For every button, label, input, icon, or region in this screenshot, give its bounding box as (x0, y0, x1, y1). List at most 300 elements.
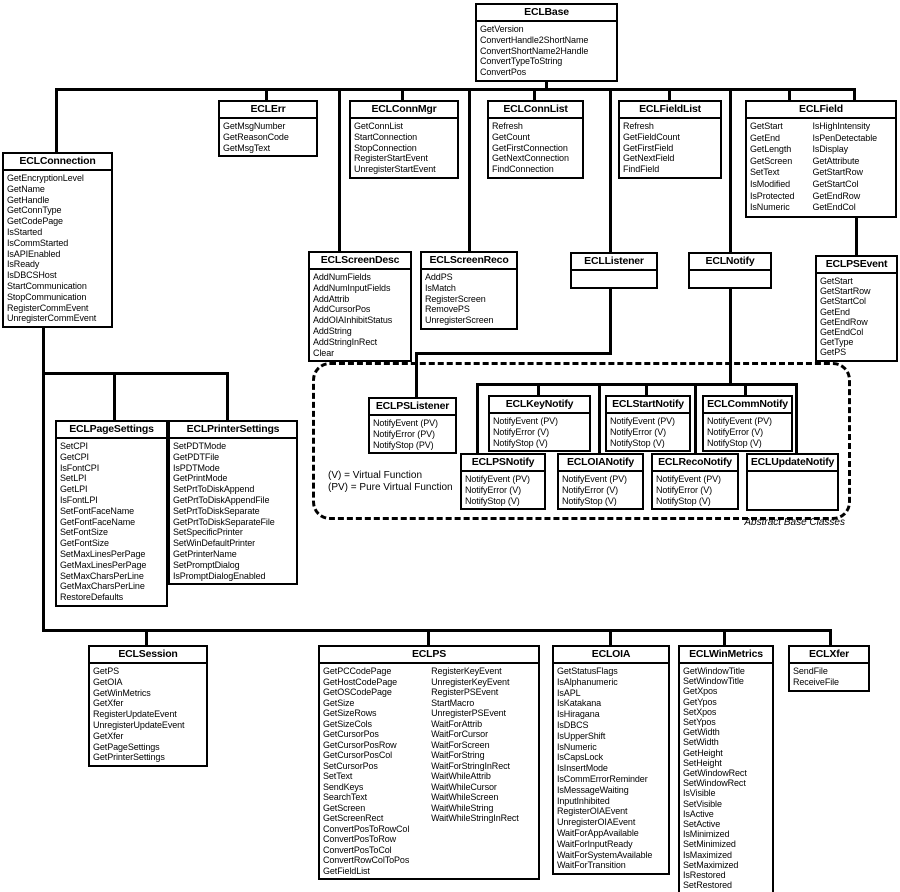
class-title: ECLScreenReco (422, 253, 516, 270)
method-name: RestoreDefaults (60, 592, 124, 603)
method-name: WaitWhileAttrib (431, 771, 491, 781)
method-name: IsDisplay (812, 144, 849, 155)
method-list (351, 119, 457, 177)
method-name: GetNextField (623, 153, 675, 164)
method-name: AddString (313, 325, 352, 336)
method-name: SetLPI (60, 473, 87, 484)
method-name: NotifyEvent (PV) (707, 416, 772, 426)
virtual-function-legend (328, 470, 453, 494)
method-name: IsProtected (750, 190, 795, 201)
method-name: SetFontSize (60, 527, 108, 538)
class-box-ecloia (552, 645, 670, 875)
method-name: GetScreen (750, 155, 793, 166)
class-box-ecloianotify (557, 453, 644, 510)
method-name: UnregisterCommEvent (7, 313, 97, 324)
method-name: UnregisterPSEvent (431, 708, 506, 718)
method-name: GetConnType (7, 205, 62, 216)
class-title: ECLRecoNotify (653, 455, 737, 472)
method-name: SetPromptDialog (173, 559, 240, 570)
method-name: GetWidth (683, 727, 720, 738)
method-name: IsMaximized (683, 849, 732, 860)
method-name: IsVisible (683, 788, 716, 799)
method-list (747, 119, 895, 216)
method-name: GetStartCol (812, 178, 859, 189)
method-list (572, 271, 656, 287)
method-name: AddPS (425, 272, 453, 282)
method-list (489, 119, 582, 177)
method-name: UnregisterKeyEvent (431, 676, 510, 687)
method-name: IsAPL (557, 687, 581, 698)
method-name: GetFirstField (623, 142, 674, 153)
method-name: IsReady (7, 259, 40, 270)
class-box-eclscreenreco (420, 251, 518, 330)
class-box-eclpslistener (368, 397, 457, 454)
method-name: GetAttribute (812, 155, 860, 166)
method-name: NotifyStop (V) (610, 437, 665, 448)
method-name: IsHiragana (557, 709, 600, 720)
class-box-eclreconotify (651, 453, 739, 510)
method-name: GetWinMetrics (93, 687, 151, 698)
method-name: SendKeys (323, 781, 364, 792)
method-name: GetStartRow (820, 286, 871, 297)
connector (42, 372, 229, 375)
method-name: WaitWhileStringInRect (431, 813, 519, 823)
method-name: SetHeight (683, 757, 722, 768)
connector (415, 352, 418, 400)
class-title: ECLPSListener (370, 399, 455, 416)
method-name: IsCapsLock (557, 752, 604, 763)
method-name: StartCommunication (7, 280, 87, 291)
method-name: WaitForStringInRect (431, 760, 510, 771)
method-list (90, 664, 206, 765)
method-name: GetType (820, 337, 854, 348)
method-name: WaitForString (431, 750, 485, 760)
class-box-eclfield (745, 100, 897, 218)
class-box-eclfieldlist (618, 100, 722, 179)
method-name: IsNumeric (557, 741, 597, 752)
class-title: ECLPageSettings (57, 422, 166, 439)
connector (694, 383, 697, 456)
method-name: IsHighIntensity (812, 121, 870, 131)
method-name: IsDBCSHost (7, 270, 57, 281)
method-name: WaitWhileCursor (431, 781, 497, 792)
method-name: GetEnd (820, 306, 850, 317)
class-box-eclpsevent (815, 255, 898, 362)
method-name: GetFontSize (60, 538, 109, 549)
class-title: ECLScreenDesc (310, 253, 410, 270)
method-name: GetHandle (7, 194, 50, 205)
method-name: IsUpperShift (557, 730, 606, 741)
class-box-eclbase (475, 3, 618, 82)
legend-line-1: (V) = Virtual Function (328, 470, 423, 481)
class-box-eclkeynotify (488, 395, 591, 452)
method-name: GetLength (750, 144, 792, 155)
method-name: SetSpecificPrinter (173, 527, 243, 538)
method-name: RegisterStartEvent (354, 153, 428, 164)
method-name: WaitWhileScreen (431, 792, 499, 802)
method-name: IsRestored (683, 870, 726, 881)
method-name: FindField (623, 164, 660, 175)
method-name: GetPS (93, 666, 120, 676)
method-name: IsFontLPI (60, 494, 98, 505)
class-box-eclconnmgr (349, 100, 459, 179)
connector (415, 352, 612, 355)
class-box-eclnotify (688, 252, 772, 289)
class-box-eclwinmetrics (678, 645, 774, 892)
method-name: IsKatakana (557, 698, 602, 709)
method-column-2 (812, 121, 892, 214)
method-list (790, 664, 868, 690)
method-list (690, 271, 770, 287)
method-list (57, 439, 166, 605)
method-name: GetCursorPosCol (323, 750, 393, 760)
method-name: UnregisterOIAEvent (557, 817, 636, 828)
class-title: ECLConnList (489, 102, 582, 119)
class-title: ECLErr (220, 102, 316, 119)
method-name: GetStart (820, 276, 853, 286)
method-name: GetStatusFlags (557, 666, 618, 676)
method-name: GetEndRow (820, 316, 868, 327)
method-name: AddCursorPos (313, 304, 371, 315)
connector (729, 88, 732, 254)
method-name: SetMaximized (683, 859, 739, 870)
method-name: IsAPIEnabled (7, 248, 61, 259)
method-list (477, 22, 616, 80)
class-box-eclps (318, 645, 540, 880)
class-box-eclprintersettings (168, 420, 298, 585)
method-column-1 (750, 121, 812, 214)
method-name: ReceiveFile (793, 676, 839, 687)
method-name: NotifyError (V) (707, 426, 764, 437)
method-name: GetWindowTitle (683, 666, 745, 676)
method-name: GetEnd (750, 132, 780, 143)
method-list (653, 472, 737, 508)
method-name: RemovePS (425, 304, 470, 315)
method-name: GetPDTFile (173, 451, 220, 462)
method-name: GetPageSettings (93, 741, 160, 752)
method-name: ConvertHandle2ShortName (480, 34, 589, 45)
method-name: IsCommErrorReminder (557, 773, 648, 784)
method-name: IsPenDetectable (812, 132, 878, 143)
method-name: SetWinDefaultPrinter (173, 538, 256, 549)
method-name: IsAlphanumeric (557, 676, 618, 687)
method-name: GetCursorPosRow (323, 739, 397, 750)
method-list (370, 416, 455, 452)
method-list (704, 414, 791, 450)
method-name: WaitForAttrib (431, 718, 482, 729)
method-name: GetPrinterSettings (93, 752, 165, 763)
method-name: GetPS (820, 347, 847, 358)
class-title: ECLOIANotify (559, 455, 642, 472)
method-name: ConvertPosToCol (323, 844, 392, 855)
method-name: GetReasonCode (223, 131, 289, 142)
method-list (817, 274, 896, 360)
method-name: StartConnection (354, 131, 418, 142)
method-column-2 (431, 666, 535, 876)
method-name: IsMinimized (683, 829, 730, 840)
connector (42, 318, 45, 632)
connector (609, 284, 612, 355)
method-name: NotifyEvent (PV) (373, 418, 438, 428)
class-title: ECLBase (477, 5, 616, 22)
class-box-eclscreendesc (308, 251, 412, 362)
method-name: UnregisterStartEvent (354, 164, 436, 175)
method-name: NotifyStop (V) (656, 495, 711, 506)
method-list (607, 414, 689, 450)
method-name: RegisterCommEvent (7, 302, 89, 313)
method-name: SetMaxCharsPerLine (60, 570, 144, 581)
class-box-eclconnection (2, 152, 113, 328)
method-name: NotifyEvent (PV) (656, 474, 721, 484)
method-name: GetWindowRect (683, 768, 747, 779)
method-name: GetSizeRows (323, 708, 377, 718)
method-list (559, 472, 642, 508)
method-name: IsInsertMode (557, 763, 608, 774)
method-name: GetXpos (683, 686, 718, 697)
method-name: GetEndRow (812, 190, 861, 201)
method-name: IsMessageWaiting (557, 784, 629, 795)
method-list (422, 270, 516, 328)
class-title: ECLUpdateNotify (748, 455, 837, 472)
method-name: GetStartCol (820, 296, 866, 307)
method-name: UnregisterUpdateEvent (93, 719, 185, 730)
method-name: GetOSCodePage (323, 687, 392, 697)
connector (55, 88, 58, 154)
method-name: SetCPI (60, 441, 88, 451)
method-name: Refresh (492, 121, 523, 131)
method-name: GetName (7, 183, 45, 194)
method-name: GetMaxCharsPerLine (60, 581, 145, 592)
class-title: ECLOIA (554, 647, 668, 664)
method-name: NotifyError (V) (656, 484, 713, 495)
method-name: GetFontFaceName (60, 516, 136, 527)
method-list (620, 119, 720, 177)
method-name: NotifyEvent (PV) (465, 474, 530, 484)
connector (42, 629, 832, 632)
method-list (170, 439, 296, 583)
method-name: RegisterKeyEvent (431, 666, 502, 676)
method-name: AddNumFields (313, 272, 371, 282)
class-title: ECLPS (320, 647, 538, 664)
method-name: WaitForScreen (431, 739, 490, 750)
method-column-1 (323, 666, 431, 876)
class-title: ECLPrinterSettings (170, 422, 296, 439)
method-name: IsMatch (425, 282, 456, 293)
class-box-eclpsnotify (460, 453, 546, 510)
method-name: GetPrtToDiskSeparateFile (173, 516, 275, 527)
method-name: SetWindowRect (683, 778, 746, 789)
method-name: AddStringInRect (313, 336, 378, 347)
method-name: IsPromptDialogEnabled (173, 570, 266, 581)
method-name: WaitForCursor (431, 729, 488, 739)
method-name: IsPDTMode (173, 462, 220, 473)
class-box-eclxfer (788, 645, 870, 692)
method-name: NotifyStop (V) (465, 495, 520, 506)
method-name: GetEndCol (820, 327, 864, 338)
class-box-eclconnlist (487, 100, 584, 179)
method-name: GetNextConnection (492, 153, 569, 164)
method-name: GetFirstConnection (492, 142, 568, 153)
method-name: GetPrinterName (173, 548, 237, 559)
method-name: RegisterUpdateEvent (93, 709, 177, 720)
method-name: GetXfer (93, 730, 124, 741)
class-title: ECLSession (90, 647, 206, 664)
method-name: SetPrtToDiskSeparate (173, 505, 260, 516)
connector (609, 88, 612, 254)
method-name: IsModified (750, 178, 791, 189)
method-name: NotifyError (V) (465, 484, 522, 495)
method-name: GetVersion (480, 24, 524, 34)
method-list (680, 664, 772, 892)
method-name: GetYpos (683, 696, 717, 707)
method-name: GetSize (323, 697, 355, 708)
method-name: GetMsgNumber (223, 121, 286, 131)
class-title: ECLConnection (4, 154, 111, 171)
method-name: ConvertPosToRow (323, 834, 397, 844)
method-name: AddOIAInhibitStatus (313, 315, 393, 326)
method-name: SetRestored (683, 880, 732, 891)
method-name: ConvertRowColToPos (323, 855, 410, 865)
method-name: GetSizeCols (323, 718, 372, 729)
method-name: NotifyStop (V) (562, 495, 617, 506)
method-list (554, 664, 668, 873)
method-name: AddAttrib (313, 293, 350, 304)
class-box-eclcommnotify (702, 395, 793, 452)
connector (795, 383, 798, 456)
method-name: SetFontFaceName (60, 505, 135, 516)
method-name: WaitForSystemAvailable (557, 849, 653, 860)
class-title: ECLListener (572, 254, 656, 271)
class-title: ECLField (747, 102, 895, 119)
class-title: ECLPSEvent (817, 257, 896, 274)
method-name: GetCPI (60, 451, 89, 462)
method-name: GetCount (492, 131, 530, 142)
method-name: GetStart (750, 121, 783, 131)
method-name: SetYpos (683, 717, 716, 728)
method-name: InputInhibited (557, 795, 610, 806)
method-name: IsCommStarted (7, 237, 69, 248)
class-title: ECLPSNotify (462, 455, 544, 472)
method-name: GetHostCodePage (323, 676, 398, 687)
method-name: GetPrintMode (173, 473, 228, 484)
method-name: GetScreenRect (323, 813, 384, 823)
method-name: SendFile (793, 666, 828, 676)
connector (476, 383, 798, 386)
method-name: GetHeight (683, 747, 723, 758)
method-name: NotifyEvent (PV) (562, 474, 627, 484)
method-list (748, 472, 837, 509)
method-name: SetText (323, 771, 353, 781)
class-box-eclstartnotify (605, 395, 691, 452)
method-name: ConvertPosToRowCol (323, 823, 410, 834)
connector (338, 88, 341, 253)
class-box-ecllistener (570, 252, 658, 289)
method-name: GetEncryptionLevel (7, 173, 84, 183)
method-name: IsActive (683, 808, 714, 819)
method-name: SetActive (683, 819, 721, 830)
method-name: GetEndCol (812, 202, 856, 213)
class-title: ECLNotify (690, 254, 770, 271)
method-name: RegisterPSEvent (431, 687, 499, 697)
method-name: AddNumInputFields (313, 282, 391, 293)
method-name: Clear (313, 347, 335, 358)
method-name: UnregisterScreen (425, 315, 494, 326)
method-name: StopConnection (354, 142, 417, 153)
method-name: GetOIA (93, 676, 123, 687)
method-list (490, 414, 589, 450)
method-name: GetXfer (93, 698, 124, 709)
method-name: GetPrtToDiskAppendFile (173, 494, 270, 505)
abstract-base-classes-label: Abstract Base Classes (744, 517, 845, 528)
method-name: GetMsgText (223, 142, 271, 153)
method-name: WaitWhileString (431, 802, 494, 813)
method-list (320, 664, 538, 878)
connector (468, 88, 471, 253)
method-name: NotifyError (V) (610, 426, 667, 437)
method-name: GetStartRow (812, 167, 863, 178)
method-name: NotifyEvent (PV) (493, 416, 558, 426)
method-name: IsStarted (7, 226, 43, 237)
method-name: WaitForAppAvailable (557, 827, 639, 838)
class-box-eclupdatenotify (746, 453, 839, 511)
method-name: SetPDTMode (173, 441, 227, 451)
method-name: Refresh (623, 121, 654, 131)
method-name: SetVisible (683, 798, 722, 809)
method-name: RegisterScreen (425, 293, 486, 304)
method-name: GetPCCodePage (323, 666, 392, 676)
method-list (4, 171, 111, 326)
method-name: NotifyError (PV) (373, 428, 435, 439)
class-box-eclsession (88, 645, 208, 767)
class-title: ECLWinMetrics (680, 647, 772, 664)
method-name: ConvertPos (480, 67, 527, 78)
method-name: SetMaxLinesPerPage (60, 548, 146, 559)
class-title: ECLFieldList (620, 102, 720, 119)
method-name: SetWindowTitle (683, 676, 744, 687)
class-title: ECLCommNotify (704, 397, 791, 414)
method-name: StopCommunication (7, 291, 87, 302)
method-name: NotifyError (V) (493, 426, 550, 437)
class-title: ECLStartNotify (607, 397, 689, 414)
method-name: StartMacro (431, 697, 475, 708)
method-name: GetFieldCount (623, 131, 680, 142)
method-name: RegisterOIAEvent (557, 806, 628, 817)
method-name: NotifyStop (V) (493, 437, 548, 448)
method-name: SetMinimized (683, 839, 736, 850)
class-title: ECLXfer (790, 647, 868, 664)
class-title: ECLConnMgr (351, 102, 457, 119)
class-box-eclpagesettings (55, 420, 168, 607)
connector (476, 383, 479, 456)
method-list (462, 472, 544, 508)
method-name: SetXpos (683, 706, 717, 717)
method-name: GetCodePage (7, 216, 63, 227)
connector (226, 372, 229, 422)
method-name: NotifyError (V) (562, 484, 619, 495)
method-name: WaitForTransition (557, 860, 626, 871)
method-name: NotifyStop (V) (707, 437, 762, 448)
method-list (220, 119, 316, 155)
method-name: GetCursorPos (323, 729, 379, 739)
method-name: IsDBCS (557, 719, 589, 730)
method-name: GetScreen (323, 802, 366, 813)
class-title: ECLKeyNotify (490, 397, 589, 414)
legend-line-2: (PV) = Pure Virtual Function (328, 482, 453, 493)
connector (729, 284, 732, 385)
method-name: IsFontCPI (60, 462, 100, 473)
class-box-eclerr (218, 100, 318, 157)
method-name: NotifyEvent (PV) (610, 416, 675, 426)
